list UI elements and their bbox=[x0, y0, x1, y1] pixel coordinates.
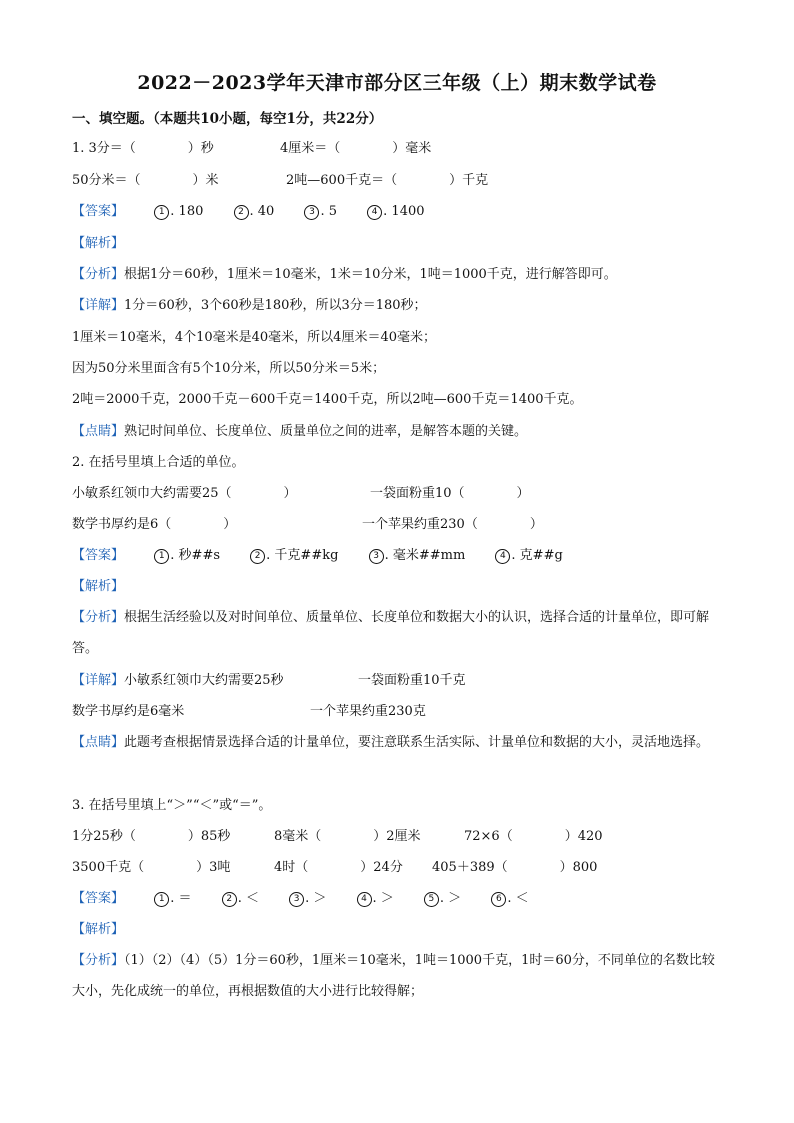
detail-text-2: 一袋面粉重10千克 bbox=[358, 673, 466, 688]
answer-item: 3 . ＞ bbox=[289, 890, 326, 908]
q2-analysis bbox=[72, 602, 726, 664]
answer-item: 1 . 180 bbox=[154, 203, 203, 221]
answer-item: 4 . ＞ bbox=[357, 890, 394, 908]
section-heading: 一、填空题。（本题共10小题，每空1分，共22分） bbox=[72, 111, 383, 127]
answer-item: 1 . ＝ bbox=[154, 890, 191, 908]
circled-number: 3 bbox=[289, 892, 304, 907]
q2-stem: 2. 在括号里填上合适的单位。 bbox=[72, 455, 245, 470]
q2-remark bbox=[72, 727, 726, 758]
answer-item: 2 . ＜ bbox=[222, 890, 259, 908]
answer-tag: 【答案】 bbox=[72, 204, 125, 219]
q3-blank-6: 405＋389（ ）800 bbox=[432, 860, 598, 875]
answer-item: 4 . 克##g bbox=[495, 547, 562, 565]
q3-blank-1: 1分25秒（ ）85秒 bbox=[72, 829, 231, 844]
detail-text-1: 小敏系红领巾大约需要25秒 bbox=[124, 673, 284, 688]
detail-text: 1分＝60秒，3个60秒是180秒，所以3分＝180秒； bbox=[124, 298, 427, 313]
answer-item: 1 . 秒##s bbox=[154, 547, 220, 565]
q2-blank-3: 数学书厚约是6（ ） bbox=[72, 517, 237, 532]
circled-number: 6 bbox=[491, 892, 506, 907]
q3-stem: 3. 在括号里填上“＞”“＜”或“＝”。 bbox=[72, 798, 272, 813]
q3-blank-4: 3500千克（ ）3吨 bbox=[72, 860, 231, 875]
answer-item: 2 . 40 bbox=[234, 203, 275, 221]
circled-number: 4 bbox=[495, 549, 510, 564]
analysis-text: 根据1分＝60秒，1厘米＝10毫米，1米＝10分米，1吨＝1000千克，进行解答即可。 bbox=[124, 267, 617, 282]
q3-blank-3: 72×6（ ）420 bbox=[464, 829, 603, 844]
circled-number: 2 bbox=[234, 205, 249, 220]
circled-number: 3 bbox=[369, 549, 384, 564]
analysis-tag: 【分析】 bbox=[72, 953, 125, 968]
remark-tag: 【点睛】 bbox=[72, 424, 125, 439]
circled-number: 2 bbox=[250, 549, 265, 564]
answer-item: 3 . 毫米##mm bbox=[369, 547, 466, 565]
q3-analysis bbox=[72, 945, 726, 1007]
q2-blank-4: 一个苹果约重230（ ） bbox=[362, 517, 543, 532]
q1-detail-3: 因为50分米里面含有5个10分米，所以50分米＝5米； bbox=[72, 361, 386, 376]
analysis-tag: 【分析】 bbox=[72, 610, 125, 625]
q3-blank-5: 4时（ ）24分 bbox=[274, 860, 403, 875]
remark-tag: 【点睛】 bbox=[72, 735, 125, 750]
remark-text: 熟记时间单位、长度单位、质量单位之间的进率，是解答本题的关键。 bbox=[124, 424, 528, 439]
detail-tag: 【详解】 bbox=[72, 673, 125, 688]
jiexi-tag: 【解析】 bbox=[72, 922, 125, 937]
q2-blank-2: 一袋面粉重10（ ） bbox=[370, 486, 530, 501]
q1-detail-1 bbox=[72, 297, 427, 315]
q1-detail-4: 2吨＝2000千克，2000千克－600千克＝1400千克，所以2吨—600千克＝1400千克。 bbox=[72, 392, 583, 407]
q3-blank-2: 8毫米（ ）2厘米 bbox=[274, 829, 421, 844]
q2-detail-row1 bbox=[72, 672, 466, 690]
analysis-tag: 【分析】 bbox=[72, 267, 125, 282]
circled-number: 4 bbox=[367, 205, 382, 220]
jiexi-tag: 【解析】 bbox=[72, 236, 125, 251]
q1-detail-2: 1厘米＝10毫米，4个10毫米是40毫米，所以4厘米＝40毫米； bbox=[72, 330, 436, 345]
jiexi-tag: 【解析】 bbox=[72, 579, 125, 594]
q1-blank-4: 2吨—600千克＝（ ）千克 bbox=[286, 173, 489, 188]
q3-answer-line bbox=[72, 890, 555, 908]
q1-blank-1: 1. 3分＝（ ）秒 bbox=[72, 141, 214, 156]
analysis-text: 根据生活经验以及对时间单位、质量单位、长度单位和数据大小的认识，选择合适的计量单位，即可解答。 bbox=[72, 610, 710, 656]
answer-item: 3 . 5 bbox=[304, 203, 337, 221]
q1-remark bbox=[72, 423, 527, 441]
q1-analysis bbox=[72, 266, 617, 284]
page-title: 2022－2023学年天津市部分区三年级（上）期末数学试卷 bbox=[137, 72, 657, 94]
circled-number: 2 bbox=[222, 892, 237, 907]
circled-number: 4 bbox=[357, 892, 372, 907]
answer-tag: 【答案】 bbox=[72, 548, 125, 563]
detail-tag: 【详解】 bbox=[72, 298, 125, 313]
answer-item: 2 . 千克##kg bbox=[250, 547, 338, 565]
q1-blank-3: 50分米＝（ ）米 bbox=[72, 173, 219, 188]
answer-item: 4 . 1400 bbox=[367, 203, 424, 221]
q1-blank-2: 4厘米＝（ ）毫米 bbox=[280, 141, 432, 156]
answer-item: 6 . ＜ bbox=[491, 890, 528, 908]
q2-answer-line bbox=[72, 547, 589, 565]
circled-number: 3 bbox=[304, 205, 319, 220]
q2-blank-1: 小敏系红领巾大约需要25（ ） bbox=[72, 486, 297, 501]
answer-tag: 【答案】 bbox=[72, 891, 125, 906]
detail-text-4: 一个苹果约重230克 bbox=[310, 704, 426, 719]
circled-number: 1 bbox=[154, 549, 169, 564]
answer-item: 5 . ＞ bbox=[424, 890, 461, 908]
circled-number: 1 bbox=[154, 205, 169, 220]
detail-text-3: 数学书厚约是6毫米 bbox=[72, 704, 185, 719]
circled-number: 5 bbox=[424, 892, 439, 907]
q1-answer-line bbox=[72, 203, 451, 221]
circled-number: 1 bbox=[154, 892, 169, 907]
analysis-text: （1）（2）（4）（5）1分＝60秒，1厘米＝10毫米，1吨＝1000千克，1时＝60分，不同单位的名数比较大小，先化成统一的单位，再根据数值的大小进行比较得解； bbox=[72, 953, 715, 999]
remark-text: 此题考查根据情景选择合适的计量单位，要注意联系生活实际、计量单位和数据的大小，灵活地选择。 bbox=[124, 735, 710, 750]
